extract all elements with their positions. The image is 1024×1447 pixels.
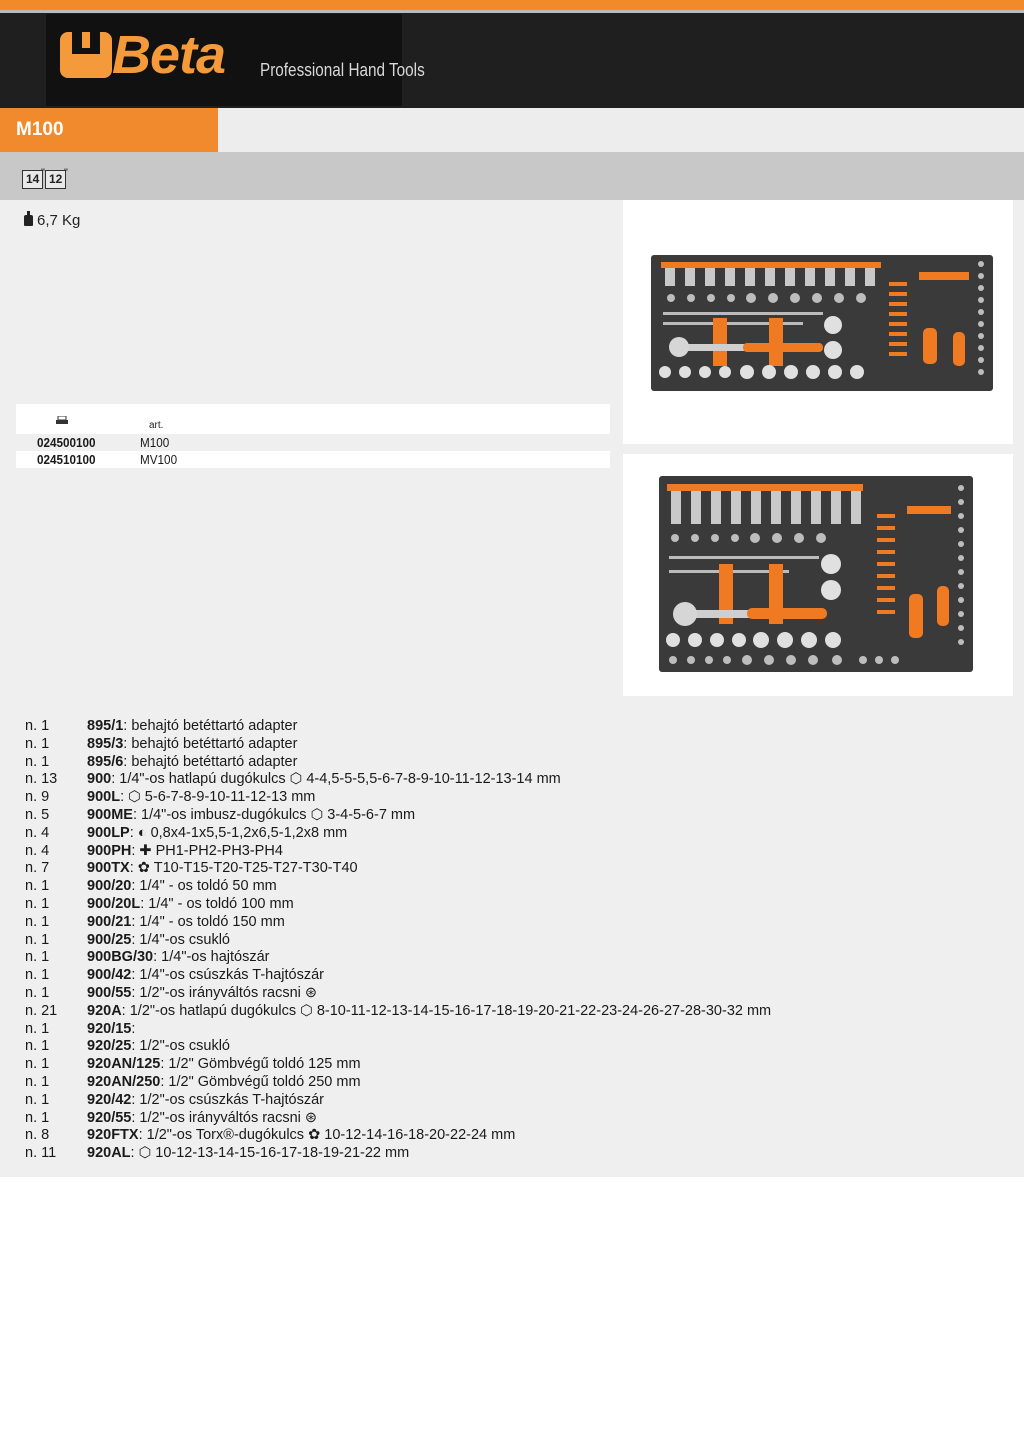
code-table-header bbox=[16, 404, 610, 434]
item-description bbox=[87, 736, 297, 752]
list-item bbox=[25, 1127, 985, 1145]
item-text: : 1/4" - os toldó 50 mm bbox=[131, 878, 277, 895]
article-number: M100 bbox=[140, 435, 170, 450]
list-item bbox=[25, 1021, 985, 1039]
list-item bbox=[25, 985, 985, 1003]
list-item bbox=[25, 1003, 985, 1021]
drive-quote-half: " bbox=[64, 167, 68, 179]
item-reference: 900/42 bbox=[87, 967, 132, 984]
item-description bbox=[87, 967, 324, 983]
item-quantity: n. 7 bbox=[25, 860, 50, 877]
item-text: : 1/2"-os Torx®-dugókulcs ✿ 10-12-14-16-18-20-22-24 mm bbox=[138, 1127, 516, 1144]
item-reference: 900 bbox=[87, 771, 112, 788]
item-description bbox=[87, 1074, 361, 1090]
model-title: M100 bbox=[16, 119, 64, 140]
item-quantity: n. 1 bbox=[25, 1091, 50, 1108]
list-item bbox=[25, 754, 985, 772]
item-quantity: n. 4 bbox=[25, 842, 50, 859]
tool-tray-image bbox=[623, 200, 1013, 444]
contents-list bbox=[25, 718, 985, 1163]
item-reference: 900TX bbox=[87, 860, 130, 877]
item-reference: 920/25 bbox=[87, 1038, 132, 1055]
item-description bbox=[87, 843, 283, 859]
list-item bbox=[25, 860, 985, 878]
item-quantity: n. 1 bbox=[25, 931, 50, 948]
list-item bbox=[25, 807, 985, 825]
item-quantity: n. 1 bbox=[25, 878, 50, 895]
item-description bbox=[87, 896, 294, 912]
list-item bbox=[25, 1056, 985, 1074]
list-item bbox=[25, 789, 985, 807]
product-photo-top bbox=[623, 200, 1013, 444]
item-description bbox=[87, 1110, 317, 1126]
drive-badge-half: 12 bbox=[45, 170, 66, 189]
item-text: : ◐ 0,8x4-1x5,5-1,2x6,5-1,2x8 mm bbox=[129, 824, 348, 841]
list-item bbox=[25, 771, 985, 789]
item-description bbox=[87, 1127, 515, 1143]
item-reference: 900LP bbox=[87, 824, 130, 841]
item-description bbox=[87, 1038, 230, 1054]
item-reference: 900/20L bbox=[87, 895, 141, 912]
item-description bbox=[87, 932, 230, 948]
item-description bbox=[87, 914, 285, 930]
drive-size-row bbox=[0, 152, 1024, 200]
item-text: : 1/2"-os csúszkás T-hajtószár bbox=[131, 1091, 325, 1108]
item-reference: 920AN/125 bbox=[87, 1056, 161, 1073]
item-text: : behajtó betéttartó adapter bbox=[123, 735, 298, 752]
item-description bbox=[87, 807, 415, 823]
list-item bbox=[25, 718, 985, 736]
item-quantity: n. 1 bbox=[25, 1109, 50, 1126]
item-description bbox=[87, 771, 561, 787]
item-reference: 900/55 bbox=[87, 984, 132, 1001]
item-text: : 1/2"-os hatlapú dugókulcs ⬡ 8-10-11-12-13-14-15-16-17-18-19-20-21-22-23-24-26-27-28-30-32 mm bbox=[121, 1002, 772, 1019]
list-item bbox=[25, 914, 985, 932]
item-description bbox=[87, 1145, 409, 1161]
item-quantity: n. 1 bbox=[25, 753, 50, 770]
code-row bbox=[16, 434, 610, 451]
item-reference: 900BG/30 bbox=[87, 949, 154, 966]
item-quantity: n. 4 bbox=[25, 824, 50, 841]
item-quantity: n. 1 bbox=[25, 1056, 50, 1073]
item-text: : 1/4"-os imbusz-dugókulcs ⬡ 3-4-5-6-7 mm bbox=[132, 806, 416, 823]
brand-tagline: Professional Hand Tools bbox=[260, 60, 425, 80]
item-quantity: n. 1 bbox=[25, 1020, 50, 1037]
top-accent-bar bbox=[0, 0, 1024, 10]
item-quantity: n. 1 bbox=[25, 913, 50, 930]
weight bbox=[24, 212, 80, 229]
item-text: : ⬡ 10-12-13-14-15-16-17-18-19-21-22 mm bbox=[130, 1145, 410, 1162]
item-text: : 1/2" Gömbvégű toldó 250 mm bbox=[160, 1073, 361, 1090]
item-text: : ✚ PH1-PH2-PH3-PH4 bbox=[131, 842, 283, 859]
item-reference: 920FTX bbox=[87, 1127, 139, 1144]
item-quantity: n. 1 bbox=[25, 949, 50, 966]
art-column-header: art. bbox=[149, 420, 164, 431]
item-reference: 900PH bbox=[87, 842, 132, 859]
item-description bbox=[87, 1003, 771, 1019]
item-reference: 900/20 bbox=[87, 878, 132, 895]
list-item bbox=[25, 896, 985, 914]
item-description bbox=[87, 825, 347, 841]
item-description bbox=[87, 1056, 361, 1072]
item-quantity: n. 1 bbox=[25, 895, 50, 912]
list-item bbox=[25, 1038, 985, 1056]
item-reference: 920AL bbox=[87, 1145, 131, 1162]
item-text: : 1/2"-os csukló bbox=[131, 1038, 230, 1055]
item-quantity: n. 1 bbox=[25, 718, 50, 734]
list-item bbox=[25, 949, 985, 967]
item-text: : behajtó betéttartó adapter bbox=[123, 753, 298, 770]
list-item bbox=[25, 736, 985, 754]
item-text: : behajtó betéttartó adapter bbox=[123, 718, 298, 734]
item-description bbox=[87, 860, 358, 876]
weight-value: 6,7 Kg bbox=[37, 212, 81, 229]
code-row bbox=[16, 451, 610, 468]
product-photo-bottom bbox=[623, 454, 1013, 696]
item-text: : 1/4"-os hatlapú dugókulcs ⬡ 4-4,5-5-5,5-6-7-8-9-10-11-12-13-14 mm bbox=[111, 771, 561, 788]
item-quantity: n. 5 bbox=[25, 806, 50, 823]
item-text: : 1/4"-os hajtószár bbox=[153, 949, 270, 966]
item-quantity: n. 1 bbox=[25, 984, 50, 1001]
item-quantity: n. 1 bbox=[25, 967, 50, 984]
item-quantity: n. 8 bbox=[25, 1127, 50, 1144]
item-text: : 1/2"-os irányváltós racsni ⊛ bbox=[131, 1109, 318, 1126]
tool-tray-image bbox=[623, 454, 1013, 696]
item-reference: 895/6 bbox=[87, 753, 124, 770]
item-quantity: n. 21 bbox=[25, 1002, 58, 1019]
item-quantity: n. 1 bbox=[25, 735, 50, 752]
item-description bbox=[87, 878, 277, 894]
drive-badge-quarter: 14 bbox=[22, 170, 43, 189]
item-description bbox=[87, 789, 315, 805]
item-description bbox=[87, 718, 297, 734]
list-item bbox=[25, 1074, 985, 1092]
item-reference: 895/3 bbox=[87, 735, 124, 752]
item-reference: 920AN/250 bbox=[87, 1073, 161, 1090]
tray-icon bbox=[56, 416, 68, 424]
item-quantity: n. 1 bbox=[25, 1038, 50, 1055]
item-text: : 1/2"-os irányváltós racsni ⊛ bbox=[131, 984, 318, 1001]
item-quantity: n. 11 bbox=[25, 1145, 57, 1162]
beta-logo-icon bbox=[58, 30, 114, 80]
item-text: : bbox=[131, 1020, 136, 1037]
item-description bbox=[87, 1021, 135, 1037]
article-number: MV100 bbox=[140, 452, 178, 467]
item-quantity: n. 9 bbox=[25, 789, 50, 806]
list-item bbox=[25, 825, 985, 843]
list-item bbox=[25, 967, 985, 985]
item-reference: 920/55 bbox=[87, 1109, 132, 1126]
item-reference: 900ME bbox=[87, 806, 133, 823]
item-description bbox=[87, 949, 269, 965]
item-text: : 1/4"-os csúszkás T-hajtószár bbox=[131, 967, 325, 984]
item-text: : 1/2" Gömbvégű toldó 125 mm bbox=[160, 1056, 361, 1073]
list-item bbox=[25, 932, 985, 950]
list-item bbox=[25, 843, 985, 861]
list-item bbox=[25, 878, 985, 896]
item-text: : 1/4"-os csukló bbox=[131, 931, 230, 948]
item-quantity: n. 13 bbox=[25, 771, 58, 788]
list-item bbox=[25, 1110, 985, 1128]
item-reference: 895/1 bbox=[87, 718, 124, 734]
item-text: : 1/4" - os toldó 100 mm bbox=[140, 895, 294, 912]
item-description bbox=[87, 1092, 324, 1108]
list-item bbox=[25, 1145, 985, 1163]
item-description bbox=[87, 754, 297, 770]
weight-icon bbox=[24, 215, 33, 226]
product-code: 024500100 bbox=[37, 435, 96, 450]
item-text: : ✿ T10-T15-T20-T25-T27-T30-T40 bbox=[129, 860, 358, 877]
item-text: : ⬡ 5-6-7-8-9-10-11-12-13 mm bbox=[120, 789, 316, 806]
drive-quote-quarter: " bbox=[41, 167, 45, 179]
item-quantity: n. 1 bbox=[25, 1073, 50, 1090]
item-reference: 920A bbox=[87, 1002, 122, 1019]
item-reference: 920/15 bbox=[87, 1020, 132, 1037]
item-reference: 900L bbox=[87, 789, 121, 806]
item-reference: 900/25 bbox=[87, 931, 132, 948]
list-item bbox=[25, 1092, 985, 1110]
item-reference: 900/21 bbox=[87, 913, 132, 930]
product-code: 024510100 bbox=[37, 452, 96, 467]
item-reference: 920/42 bbox=[87, 1091, 132, 1108]
code-table bbox=[16, 404, 610, 468]
item-description bbox=[87, 985, 317, 1001]
brand-name: Beta bbox=[112, 25, 226, 85]
item-text: : 1/4" - os toldó 150 mm bbox=[131, 913, 285, 930]
